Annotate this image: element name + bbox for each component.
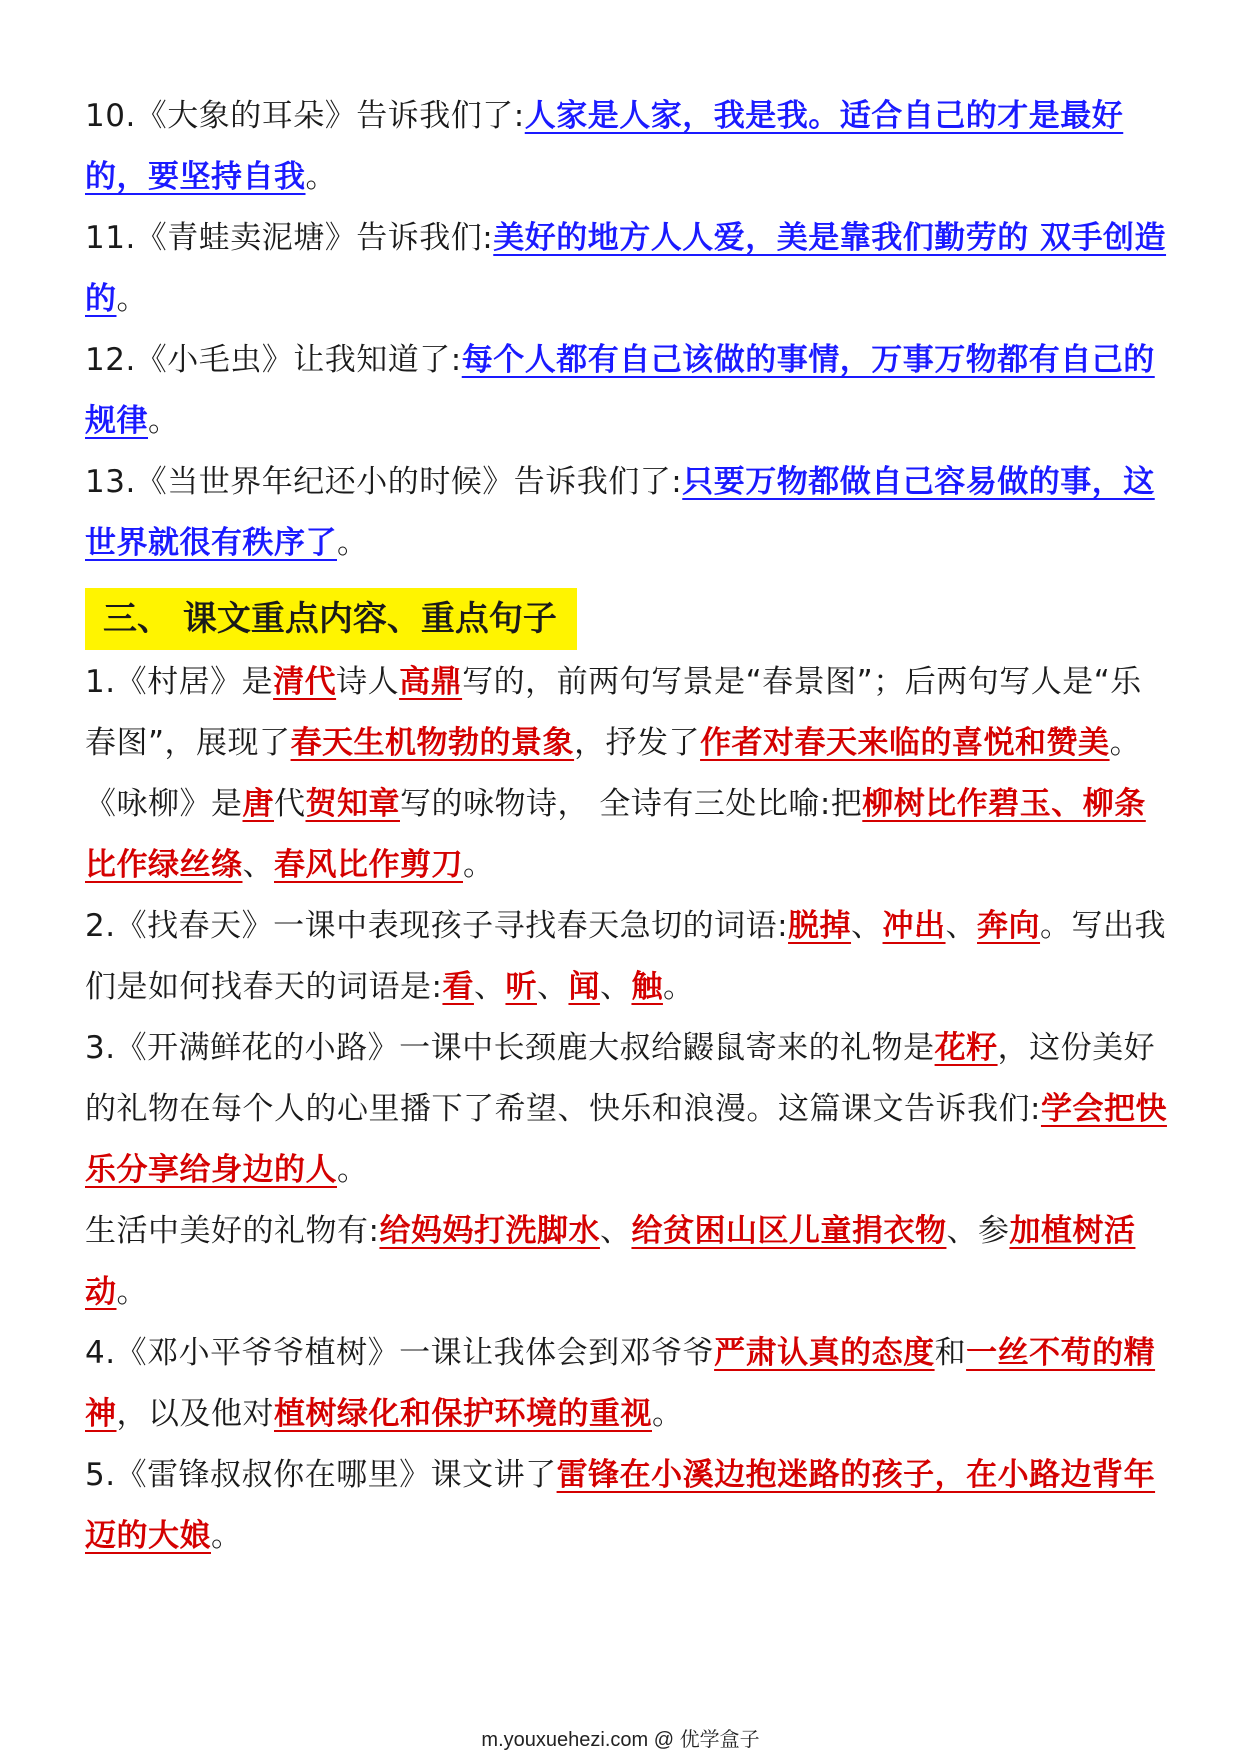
keyword: 加植树活动 [85,1213,1136,1310]
text: 。 [211,1518,243,1554]
text: 、 [242,847,274,883]
answer-text: 只要万物都做自己容易做的事，这世界就很有秩序了 [85,464,1155,561]
keyword: 雷锋在小溪边抱迷路的孩子，在小路边背年迈的大娘 [85,1457,1156,1554]
item-prefix: 12.《小毛虫》让我知道了: [85,342,462,378]
text: 、参 [946,1213,1010,1249]
answer-text: 人家是人家，我是我。适合自己的才是最好的，要坚持自我 [85,98,1124,195]
list-item [85,86,1170,208]
answer-text: 美好的地方人人爱，美是靠我们勤劳的 双手创造的 [85,220,1167,317]
paragraph-zhaochuntian [85,896,1170,1018]
text: 诗人 [336,664,400,700]
keyword: 作者对春天来临的喜悦和赞美 [700,725,1110,761]
text: 写的，前两句写景是“春景图”；后两句写人是“乐春图”，展现了 [85,664,1142,761]
text: 生活中美好的礼物有: [85,1213,380,1249]
keyword: 春天生机物勃的景象 [290,725,575,761]
keyword: 柳树比作碧玉、柳条比作绿丝绦 [85,786,1146,883]
text: 。 [463,847,495,883]
paragraph-xiaolu [85,1018,1170,1201]
item-end: 。 [337,525,369,561]
separator: 、 [473,969,506,1005]
keyword: 冲出 [882,908,946,944]
document-body [85,86,1170,1567]
keyword: 闻 [568,969,600,1005]
paragraph-liwu [85,1201,1170,1323]
keyword: 奔向 [977,908,1041,944]
item-prefix: 10.《大象的耳朵》告诉我们了: [85,98,525,134]
separator: 、 [599,1213,632,1249]
keyword: 贺知章 [305,786,400,822]
keyword: 看 [442,969,474,1005]
text: 。 [662,969,695,1005]
keyword: 高鼎 [399,664,463,700]
text: 。 [1109,725,1142,761]
keyword: 唐 [242,786,274,822]
section-heading: 三、 课文重点内容、重点句子 [85,588,577,650]
text: 代 [274,786,306,822]
item-end: 。 [116,281,148,317]
item-end: 。 [305,159,337,195]
paragraph-leifeng [85,1445,1170,1567]
answer-text: 每个人都有自己该做的事情，万事万物都有自己的规律 [85,342,1155,439]
paragraph-cunju [85,652,1170,774]
list-item [85,452,1170,574]
list-item [85,208,1170,330]
text: 。写出我们是如何找春天的词语是: [85,908,1167,1005]
text: 5.《雷锋叔叔你在哪里》课文讲了 [85,1457,557,1493]
text: 1.《村居》是 [85,664,274,700]
text: 。 [337,1152,369,1188]
item-end: 。 [148,403,180,439]
text: 3.《开满鲜花的小路》一课中长颈鹿大叔给鼹鼠寄来的礼物是 [85,1030,935,1066]
keyword: 花籽 [934,1030,998,1066]
keyword: 给妈妈打洗脚水 [379,1213,600,1249]
text: 写的咏物诗， 全诗有三处比喻:把 [400,786,863,822]
keyword: 给贫困山区儿童捐衣物 [631,1213,947,1249]
text: ，以及他对 [116,1396,274,1432]
keyword: 春风比作剪刀 [274,847,463,883]
text: 。 [116,1274,148,1310]
text: 4.《邓小平爷爷植树》一课让我体会到邓爷爷 [85,1335,715,1371]
keyword: 植树绿化和保护环境的重视 [274,1396,652,1432]
keyword: 触 [631,969,663,1005]
keyword: 清代 [273,664,337,700]
keyword: 脱掉 [788,908,852,944]
keyword: 学会把快乐分享给身边的人 [85,1091,1167,1188]
paragraph-zhishu [85,1323,1170,1445]
separator: 、 [945,908,978,944]
text: 2.《找春天》一课中表现孩子寻找春天急切的词语: [85,908,789,944]
list-item [85,330,1170,452]
separator: 、 [536,969,569,1005]
text: 。 [652,1396,684,1432]
text: ，抒发了 [574,725,701,761]
keyword: 一丝不苟的精神 [85,1335,1156,1432]
paragraph-yongliu [85,774,1170,896]
text: ，这份美好的礼物在每个人的心里播下了希望、快乐和浪漫。这篇课文告诉我们: [85,1030,1156,1127]
separator: 、 [851,908,883,944]
footer-watermark: m.youxuehezi.com @ 优学盒子 [481,1729,760,1751]
keyword: 严肃认真的态度 [714,1335,935,1371]
text: 《咏柳》是 [85,786,243,822]
item-prefix: 11.《青蛙卖泥塘》告诉我们: [85,220,494,256]
text: 和 [934,1335,967,1371]
item-prefix: 13.《当世界年纪还小的时候》告诉我们了: [85,464,683,500]
keyword: 听 [505,969,537,1005]
separator: 、 [599,969,632,1005]
